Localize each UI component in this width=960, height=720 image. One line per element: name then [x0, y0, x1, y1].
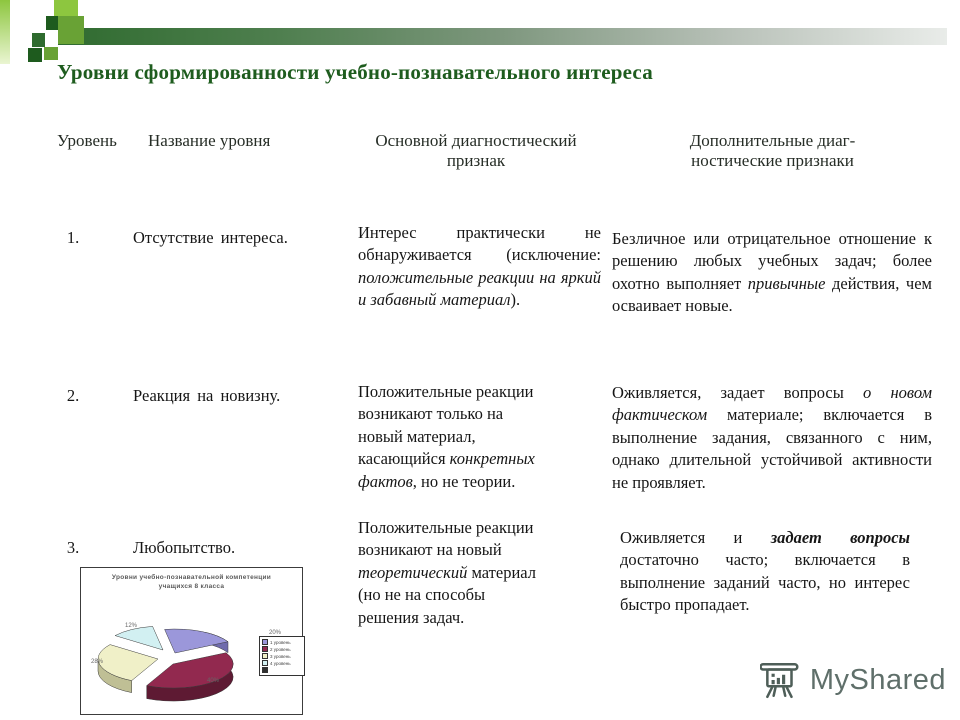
legend-item: [262, 653, 302, 659]
row2-main-sign: Положительные реакции возникают только на новый материал, касающийся конкретных фактов, но не теории.: [358, 382, 535, 491]
chart-title: Уровни учебно-познавательной компетенции учащихся 8 класса: [111, 574, 272, 590]
pie-slice-4: [115, 626, 163, 650]
accent-square: [58, 16, 84, 44]
row2-extra-signs: Оживляется, задает вопросы о новом фактическом материале; включается в выполнение задания, связанного с ним, однако длительной устойчивой активности не проявляет.: [612, 383, 932, 492]
accent-square: [28, 48, 42, 62]
row2-number: 2.: [66, 386, 80, 405]
legend-label: 4 уровень: [270, 660, 291, 666]
flipchart-logo-icon: [760, 660, 802, 700]
pie-chart-figure: [80, 567, 303, 715]
legend-item: [262, 639, 302, 645]
pie-label-12: 12%: [125, 623, 138, 629]
legend-label: 1 уровень: [270, 639, 291, 645]
accent-square: [54, 0, 78, 16]
legend-label: 2 уровень: [270, 646, 291, 652]
pie-label-28: 28%: [91, 659, 104, 665]
row3-level-name: Любопытство.: [133, 538, 236, 557]
legend-swatch: [262, 660, 268, 666]
myshared-logo-text: MyShared: [809, 663, 946, 696]
pie-label-20: 20%: [269, 630, 282, 636]
row1-number: 1.: [66, 228, 80, 247]
col-header-main-line2: признак: [446, 151, 506, 170]
legend-swatch: [262, 646, 268, 652]
accent-square: [32, 33, 45, 47]
legend-label: 3 уровень: [270, 653, 291, 659]
col-header-name: Название уровня: [148, 131, 271, 150]
legend-item: [262, 646, 302, 652]
accent-square: [44, 47, 58, 60]
legend-item: [262, 660, 302, 666]
row3-number: 3.: [66, 538, 80, 557]
page-title: Уровни сформированности учебно-познавательного интереса: [57, 60, 653, 84]
chart-legend: [259, 636, 305, 676]
accent-square: [46, 16, 58, 30]
pie-slice-1: [165, 629, 228, 653]
legend-item: [262, 667, 302, 673]
col-header-extra-line2: ностические признаки: [691, 151, 854, 170]
col-header-main-line1: Основной диагностический: [375, 131, 577, 150]
row1-level-name: Отсутствие интереса.: [133, 228, 288, 247]
col-header-extra-line1: Дополнительные диаг-: [689, 131, 856, 150]
col-header-main: [340, 131, 612, 171]
myshared-watermark[interactable]: [760, 660, 946, 700]
col-header-level: Уровень: [57, 131, 117, 150]
header-gradient-bar: [58, 28, 947, 45]
pie-label-40: 40%: [207, 678, 220, 684]
left-accent-strip: [0, 0, 10, 64]
col-header-extra: [615, 131, 930, 171]
legend-swatch: [262, 639, 268, 645]
row3-extra-signs: Оживляется и задает вопросы достаточно часто; включается в выполнение заданий часто, но интерес быстро пропадает.: [620, 528, 910, 615]
row1-main-sign: Интерес практически не обнаруживается (исключение: положительные реакции на яркий и забавный материал).: [358, 223, 601, 310]
row2-level-name: Реакция на новизну.: [133, 386, 281, 405]
legend-swatch: [262, 653, 268, 659]
legend-swatch: [262, 667, 268, 673]
row3-main-sign: Положительные реакции возникают на новый теоретический материал (но не на способы решения задач.: [358, 518, 536, 627]
row1-extra-signs: Безличное или отрицательное отношение к решению любых учебных задач; более охотно выполняет привычные действия, чем осваивает новые.: [612, 229, 932, 316]
